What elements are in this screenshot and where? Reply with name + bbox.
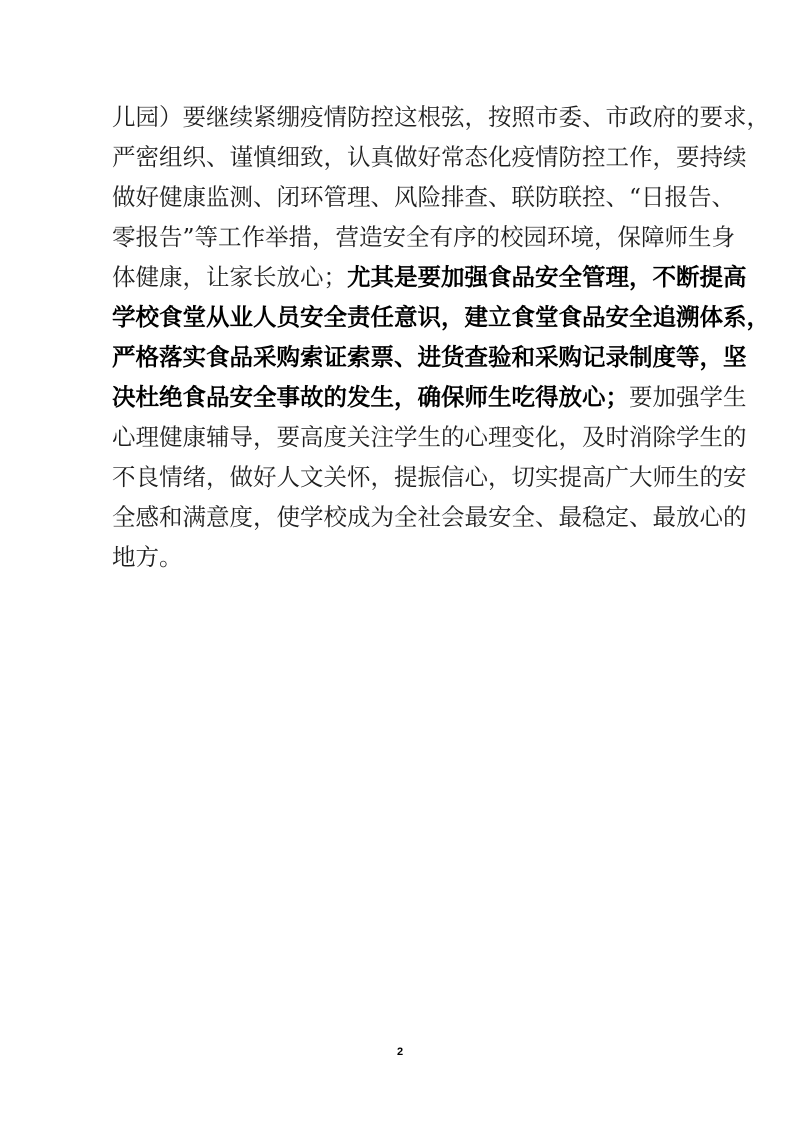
body-paragraph — [112, 97, 770, 577]
text-line-7 — [112, 337, 747, 377]
text-run: 不良情绪，做好人文关怀，提振信心，切实提高广大师生的安 — [112, 463, 747, 491]
text-run: 严密组织、谨慎细致，认真做好常态化疫情防控工作，要持续 — [112, 143, 747, 171]
text-line-1 — [112, 97, 770, 137]
text-line-9 — [112, 417, 747, 457]
bold-text-run: 决杜绝食品安全事故的发生，确保师生吃得放心； — [112, 383, 629, 411]
text-line-12 — [112, 537, 698, 577]
bold-text-run: 严格落实食品采购索证索票、进货查验和采购记录制度等，坚 — [112, 343, 747, 371]
text-run: 做好健康监测、闭环管理、风险排查、联防联控、“日报告、 — [112, 183, 736, 211]
text-run: 地方。 — [112, 543, 183, 571]
text-line-11 — [112, 497, 747, 537]
text-line-10 — [112, 457, 747, 497]
text-line-4 — [112, 217, 736, 257]
text-run: 体健康，让家长放心； — [112, 263, 347, 291]
text-run: 零报告”等工作举措，营造安全有序的校园环境，保障师生身 — [112, 223, 736, 251]
text-line-5 — [112, 257, 747, 297]
bold-text-run: 学校食堂从业人员安全责任意识，建立食堂食品安全追溯体系， — [112, 303, 770, 331]
page-number: 2 — [396, 1046, 404, 1058]
text-line-3 — [112, 177, 736, 217]
text-line-2 — [112, 137, 747, 177]
text-run: 全感和满意度，使学校成为全社会最安全、最稳定、最放心的 — [112, 503, 747, 531]
bold-text-run: 尤其是要加强食品安全管理，不断提高 — [347, 263, 747, 291]
text-run: 要加强学生 — [629, 383, 747, 411]
text-run: 儿园）要继续紧绷疫情防控这根弦，按照市委、市政府的要求， — [112, 103, 770, 131]
text-line-6 — [112, 297, 770, 337]
text-run: 心理健康辅导，要高度关注学生的心理变化，及时消除学生的 — [112, 423, 747, 451]
text-line-8 — [112, 377, 747, 417]
